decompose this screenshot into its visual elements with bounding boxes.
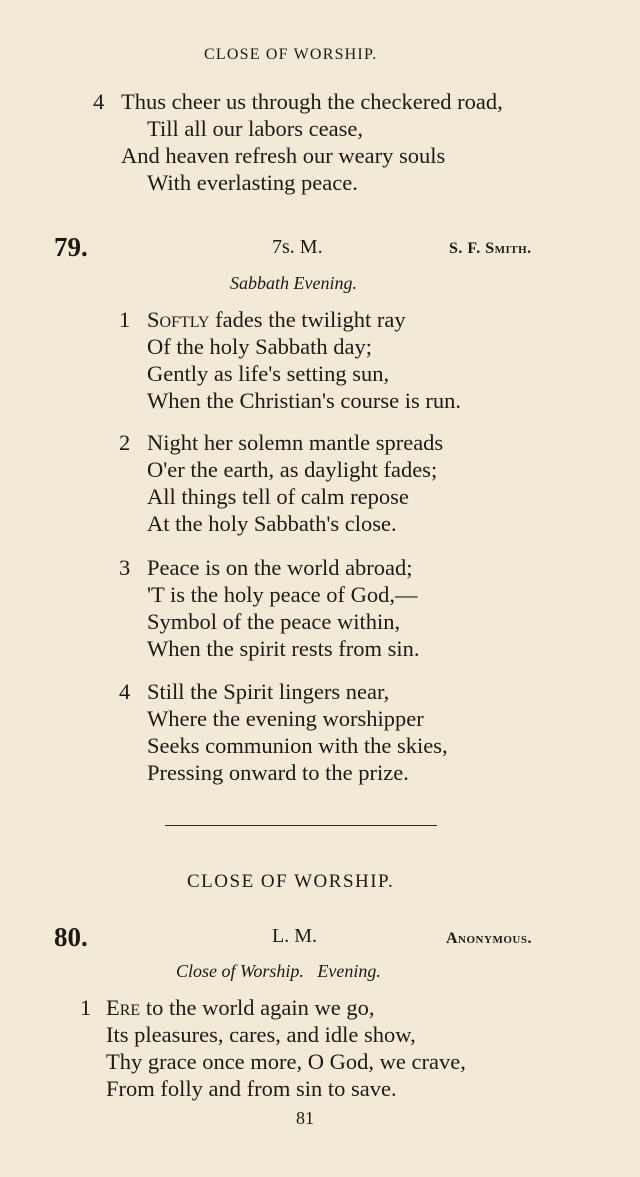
stanza-number: 1 [119,307,131,332]
first-line-rest: fades the twilight ray [209,307,406,332]
hymn-author: Anonymous. [446,930,532,947]
verse-line [106,995,375,1021]
verse-line: With everlasting peace. [147,170,358,195]
running-header: CLOSE OF WORSHIP. [204,46,378,63]
stanza-number: 4 [93,89,105,114]
verse-line: Pressing onward to the prize. [147,760,409,785]
hymn-meter: L. M. [272,925,317,947]
verse-line: Of the holy Sabbath day; [147,334,372,359]
verse-line: 'T is the holy peace of God,— [147,582,418,607]
stanza-number: 1 [80,995,92,1020]
verse-line: Seeks communion with the skies, [147,733,448,758]
verse-line: Where the evening worshipper [147,706,424,731]
first-word: Softly [147,307,210,332]
verse-line: Night her solemn mantle spreads [147,430,444,455]
section-divider [165,825,437,826]
hymn-subtitle: Sabbath Evening. [230,273,357,293]
verse-line: Thus cheer us through the checkered road, [121,89,503,114]
verse-line: From folly and from sin to save. [106,1076,397,1101]
verse-line: O'er the earth, as daylight fades; [147,457,438,482]
verse-line: Still the Spirit lingers near, [147,679,390,704]
verse-line: Peace is on the world abroad; [147,555,413,580]
hymn-author: S. F. Smith. [449,240,532,257]
verse-line: All things tell of calm repose [147,484,409,509]
verse-line: When the spirit rests from sin. [147,636,420,661]
hymn-number: 79. [54,232,88,262]
verse-line: At the holy Sabbath's close. [147,511,397,536]
verse-line [147,307,406,333]
verse-line: Its pleasures, cares, and idle show, [106,1022,416,1047]
verse-line: When the Christian's course is run. [147,388,461,413]
stanza-number: 2 [119,430,131,455]
hymn-number: 80. [54,922,88,952]
verse-line: Till all our labors cease, [147,116,364,141]
verse-line: Gently as life's setting sun, [147,361,390,386]
verse-line: Symbol of the peace within, [147,609,401,634]
stanza-number: 3 [119,555,131,580]
verse-line: Thy grace once more, O God, we crave, [106,1049,466,1074]
hymn-subtitle: Close of Worship. Evening. [176,961,381,981]
hymn-meter: 7s. M. [272,236,323,258]
page-number: 81 [296,1108,314,1128]
verse-line: And heaven refresh our weary souls [121,143,446,168]
first-line-rest: to the world again we go, [140,995,375,1020]
stanza-number: 4 [119,679,131,704]
first-word: Ere [106,995,141,1020]
section-title: CLOSE OF WORSHIP. [187,871,395,892]
